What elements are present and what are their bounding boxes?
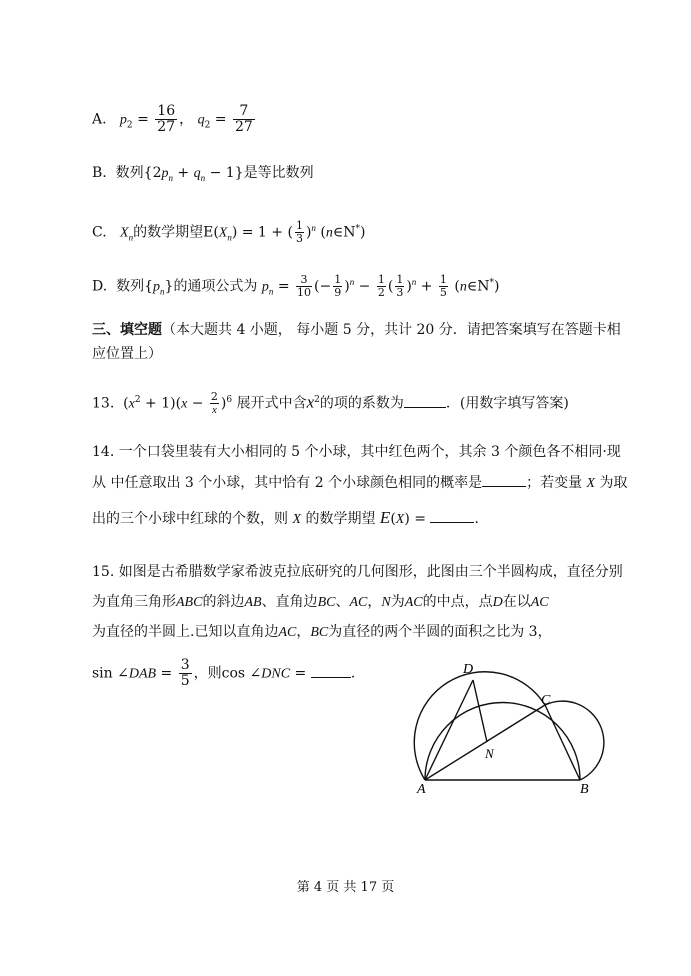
option-b-text: 数列 <box>115 165 144 181</box>
label-d: D <box>463 662 474 677</box>
question-15-line4: sin ∠DAB = $\frac{3}{5}$ ，则cos ∠DNC = . <box>92 657 356 689</box>
label-n: N <box>485 746 494 761</box>
q15-text-3a: 为直径的半圆上.已知以直角边 <box>92 624 279 640</box>
section-header-line2 <box>92 344 162 364</box>
q14-text-line2b: ；若变量 <box>526 475 583 491</box>
q15-text-2b: 的斜边 <box>202 594 245 610</box>
q15-text-2g: 的中点，点 <box>422 594 493 610</box>
q13-text1: 展开式中含 <box>236 395 307 412</box>
option-c: C. $X_n$的数学期望$E(X_n) = 1$ + ( $\frac{1}{3}$ )$^n$ (n∈N*) <box>92 219 366 246</box>
q13-answer-blank[interactable] <box>404 393 446 408</box>
question-14-line2: 从 中任意取出 3 个小球，其中恰有 2 个小球颜色相同的概率是 ；若变量 X 为取 <box>92 472 628 494</box>
section-desc: （本大题共 4 小题， 每小题 5 分，共计 20 分．请把答案填写在答题卡相 <box>162 322 621 338</box>
q15-text-2e: ， <box>367 594 382 610</box>
q13-text2: 的项的系数为 <box>319 395 404 412</box>
q15-answer-blank[interactable] <box>311 663 351 678</box>
question-14-line1 <box>92 442 621 462</box>
q13-number: 13. <box>92 395 115 412</box>
option-d: D. 数列$\{p_n\}$的通项公式为 $p_n$ = $\frac{3}{10}$ (− $\frac{1}{9}$ )$^n$ − $\frac{1}{2}$ ( $\frac{1}{3}$ )$^n$ + $\frac{1}{5}$ (n∈N*) <box>92 273 500 300</box>
option-a: A. $p_2$ = $\frac{16}{27}$ ， $q_2$ = $\frac{7}{27}$ <box>92 103 253 135</box>
q15-text-2a: 为直角三角形 <box>92 594 176 610</box>
q13-text3: ．(用数字填写答案) <box>445 395 569 412</box>
section-desc2: 应位置上） <box>92 346 162 362</box>
question-13: 13. $(x^2 + 1)(x$ − $\frac{2}{x}$ )$^6$ 展开式中含$x^2$的项的系数为 ．(用数字填写答案) <box>92 390 569 417</box>
q14-expectation-blank[interactable] <box>430 508 474 523</box>
q14-text-line2a: 从 中任意取出 3 个小球，其中恰有 2 个小球颜色相同的概率是 <box>92 475 483 491</box>
option-b-text-post: 是等比数列 <box>243 165 314 181</box>
option-b-label: B. <box>92 165 107 181</box>
q15-text-2c: 、直角边 <box>261 594 318 610</box>
q14-text-line3b: 的数学期望 <box>305 511 376 527</box>
q14-text-line1: 14. 一个口袋里装有大小相同的 5 个小球，其中红色两个，其余 3 个颜色各不相同·现 <box>92 444 621 460</box>
q15-fraction: $\frac{3}{5}$ <box>180 657 190 689</box>
option-c-text: 的数学期望 <box>133 224 204 241</box>
option-d-label: D. <box>92 278 108 295</box>
q15-text-2h: 在以 <box>502 594 531 610</box>
q15-text-2d: 、 <box>335 594 350 610</box>
option-d-text-mid: 的通项公式为 <box>173 278 258 295</box>
option-c-label: C. <box>92 224 107 241</box>
label-a: A <box>417 782 426 797</box>
section-header <box>92 320 621 340</box>
q15-text-3b: ， <box>296 624 311 640</box>
label-b: B <box>580 782 589 797</box>
option-b: B. 数列$\{2p_n + q_n - 1\}$是等比数列 <box>92 165 314 183</box>
watermark <box>375 139 396 180</box>
semicircle-ab <box>425 703 580 781</box>
q15-text-line1: 15. 如图是古希腊数学家希波克拉底研究的几何图形，此图由三个半圆构成，直径分别 <box>92 564 623 580</box>
q14-probability-blank[interactable] <box>482 472 526 487</box>
label-c: C <box>541 693 551 708</box>
question-15-line2: 为直角三角形ABC的斜边AB、直角边BC、AC，N为AC的中点，点D在以AC <box>92 594 549 610</box>
q15-text-2f: 为 <box>390 594 405 610</box>
q15-text-3c: 为直径的两个半圆的面积之比为 3， <box>328 624 552 640</box>
page-number: 第 4 页 共 17 页 <box>296 880 395 895</box>
option-a-label: A. <box>92 111 107 128</box>
q15-text-4a: ，则 <box>193 665 222 682</box>
question-15-line3: 为直径的半圆上.已知以直角边AC，BC为直径的两个半圆的面积之比为 3， <box>92 624 552 640</box>
option-a-fraction-q2: $\frac{7}{27}$ <box>234 103 253 135</box>
q14-text-line3a: 出的三个小球中红球的个数，则 <box>92 511 288 527</box>
segment-dn <box>473 680 487 742</box>
geometry-figure <box>405 660 625 800</box>
page-footer <box>0 878 691 898</box>
question-15-line1 <box>92 562 623 582</box>
section-title: 三、填空题 <box>92 322 162 338</box>
semicircle-ac <box>414 672 545 780</box>
option-d-text: 数列 <box>116 278 145 295</box>
option-a-fraction-p2: $\frac{16}{27}$ <box>157 103 176 135</box>
q14-text-line2c: 为取 <box>599 475 628 491</box>
side-bc <box>545 705 580 780</box>
question-14-line3: 出的三个小球中红球的个数，则 X 的数学期望 E(X) = . <box>92 508 479 527</box>
